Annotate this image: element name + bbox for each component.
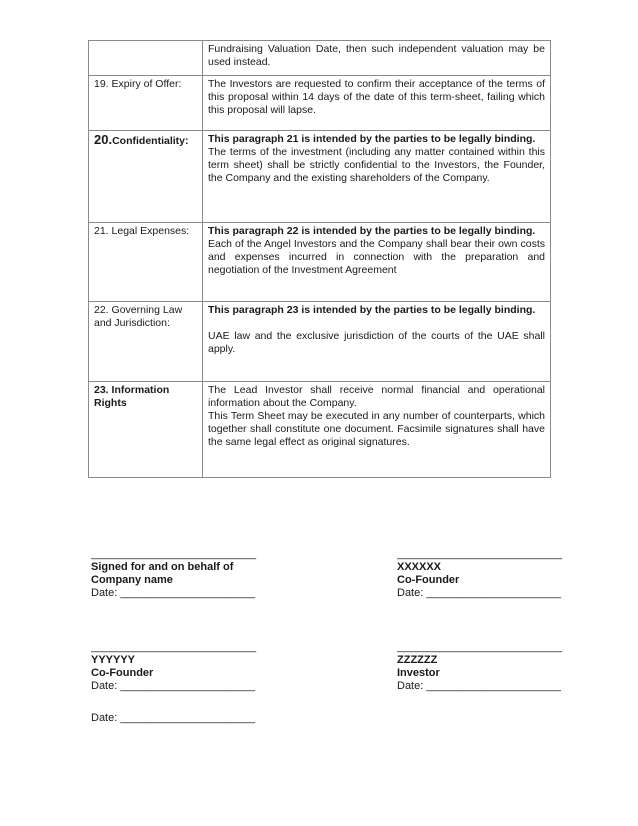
signature-line: ___________________________ bbox=[397, 641, 563, 653]
row-label-cell bbox=[89, 302, 203, 382]
table-row bbox=[89, 41, 551, 76]
table-row bbox=[89, 223, 551, 302]
binding-clause: This paragraph 22 is intended by the parties to be legally binding. bbox=[208, 225, 536, 237]
signatory-subtitle: Company name bbox=[91, 574, 173, 586]
row-value-text: UAE law and the exclusive jurisdiction of the courts of the UAE shall apply. bbox=[208, 330, 545, 355]
row-label: Legal Expenses: bbox=[111, 225, 190, 237]
table-row bbox=[89, 131, 551, 223]
signature-line: ___________________________ bbox=[91, 641, 257, 653]
row-label: Expiry of Offer: bbox=[111, 78, 182, 90]
row-value-text: The Lead Investor shall receive normal financial and operational information about the Company. bbox=[208, 384, 545, 409]
row-label-cell bbox=[89, 76, 203, 131]
binding-clause: This paragraph 23 is intended by the parties to be legally binding. bbox=[208, 304, 536, 316]
row-value-cell bbox=[203, 76, 551, 131]
table-row bbox=[89, 302, 551, 382]
row-label: Information Rights bbox=[94, 384, 170, 409]
row-number: 19. bbox=[94, 78, 109, 90]
signatory-subtitle: Co-Founder bbox=[91, 667, 154, 679]
row-value-cell bbox=[203, 223, 551, 302]
extra-date-block bbox=[91, 712, 281, 725]
row-label-cell bbox=[89, 41, 203, 76]
signature-line: ___________________________ bbox=[91, 548, 257, 560]
signatory-subtitle: Investor bbox=[397, 667, 440, 679]
row-label: Confidentiality: bbox=[112, 135, 189, 147]
row-value-text: The Investors are requested to confirm their acceptance of the terms of this proposal within 14 days of the date of this term-sheet, failing which this proposal will lapse. bbox=[208, 78, 545, 116]
row-value-cell bbox=[203, 131, 551, 223]
row-number: 21. bbox=[94, 225, 109, 237]
signature-block-company bbox=[91, 548, 281, 600]
row-value-text: Fundraising Valuation Date, then such independent valuation may be used instead. bbox=[208, 43, 545, 68]
row-value-text: This Term Sheet may be executed in any number of counterparts, which together shall constitute one document. Facsimile signatures shall have the same legal effect as original signatures. bbox=[208, 410, 545, 448]
signatory-title: ZZZZZZ bbox=[397, 654, 438, 666]
row-number: 23. bbox=[94, 384, 109, 396]
signatory-title: XXXXXX bbox=[397, 561, 442, 573]
signature-block-founder-x bbox=[397, 548, 587, 600]
signature-block-founder-y bbox=[91, 641, 281, 693]
row-value-cell bbox=[203, 41, 551, 76]
date-field: Date: ______________________ bbox=[91, 587, 255, 599]
date-field: Date: ______________________ bbox=[91, 712, 255, 724]
row-value-text: The terms of the investment (including any matter contained within this term sheet) shall be strictly confidential to the Investors, the Founder, the Company and the existing shareholders of the Company. bbox=[208, 146, 545, 184]
row-label: Governing Law and Jurisdiction: bbox=[94, 304, 183, 329]
row-number: 22. bbox=[94, 304, 109, 316]
signatory-title: Signed for and on behalf of bbox=[91, 561, 234, 573]
date-field: Date: ______________________ bbox=[91, 680, 255, 692]
term-sheet-table bbox=[88, 40, 551, 478]
table-row bbox=[89, 76, 551, 131]
signature-line: ___________________________ bbox=[397, 548, 563, 560]
row-number: 20. bbox=[94, 132, 113, 147]
row-value-cell bbox=[203, 382, 551, 478]
signatory-subtitle: Co-Founder bbox=[397, 574, 460, 586]
binding-clause: This paragraph 21 is intended by the parties to be legally binding. bbox=[208, 133, 536, 145]
row-value-cell bbox=[203, 302, 551, 382]
row-value-text: Each of the Angel Investors and the Company shall bear their own costs and expenses incurred in connection with the preparation and negotiation of the Investment Agreement bbox=[208, 238, 545, 276]
row-label-cell bbox=[89, 131, 203, 223]
row-label-cell bbox=[89, 382, 203, 478]
signatory-title: YYYYYY bbox=[91, 654, 136, 666]
row-label-cell bbox=[89, 223, 203, 302]
date-field: Date: ______________________ bbox=[397, 680, 561, 692]
date-field: Date: ______________________ bbox=[397, 587, 561, 599]
table-row bbox=[89, 382, 551, 478]
signature-block-investor bbox=[397, 641, 587, 693]
